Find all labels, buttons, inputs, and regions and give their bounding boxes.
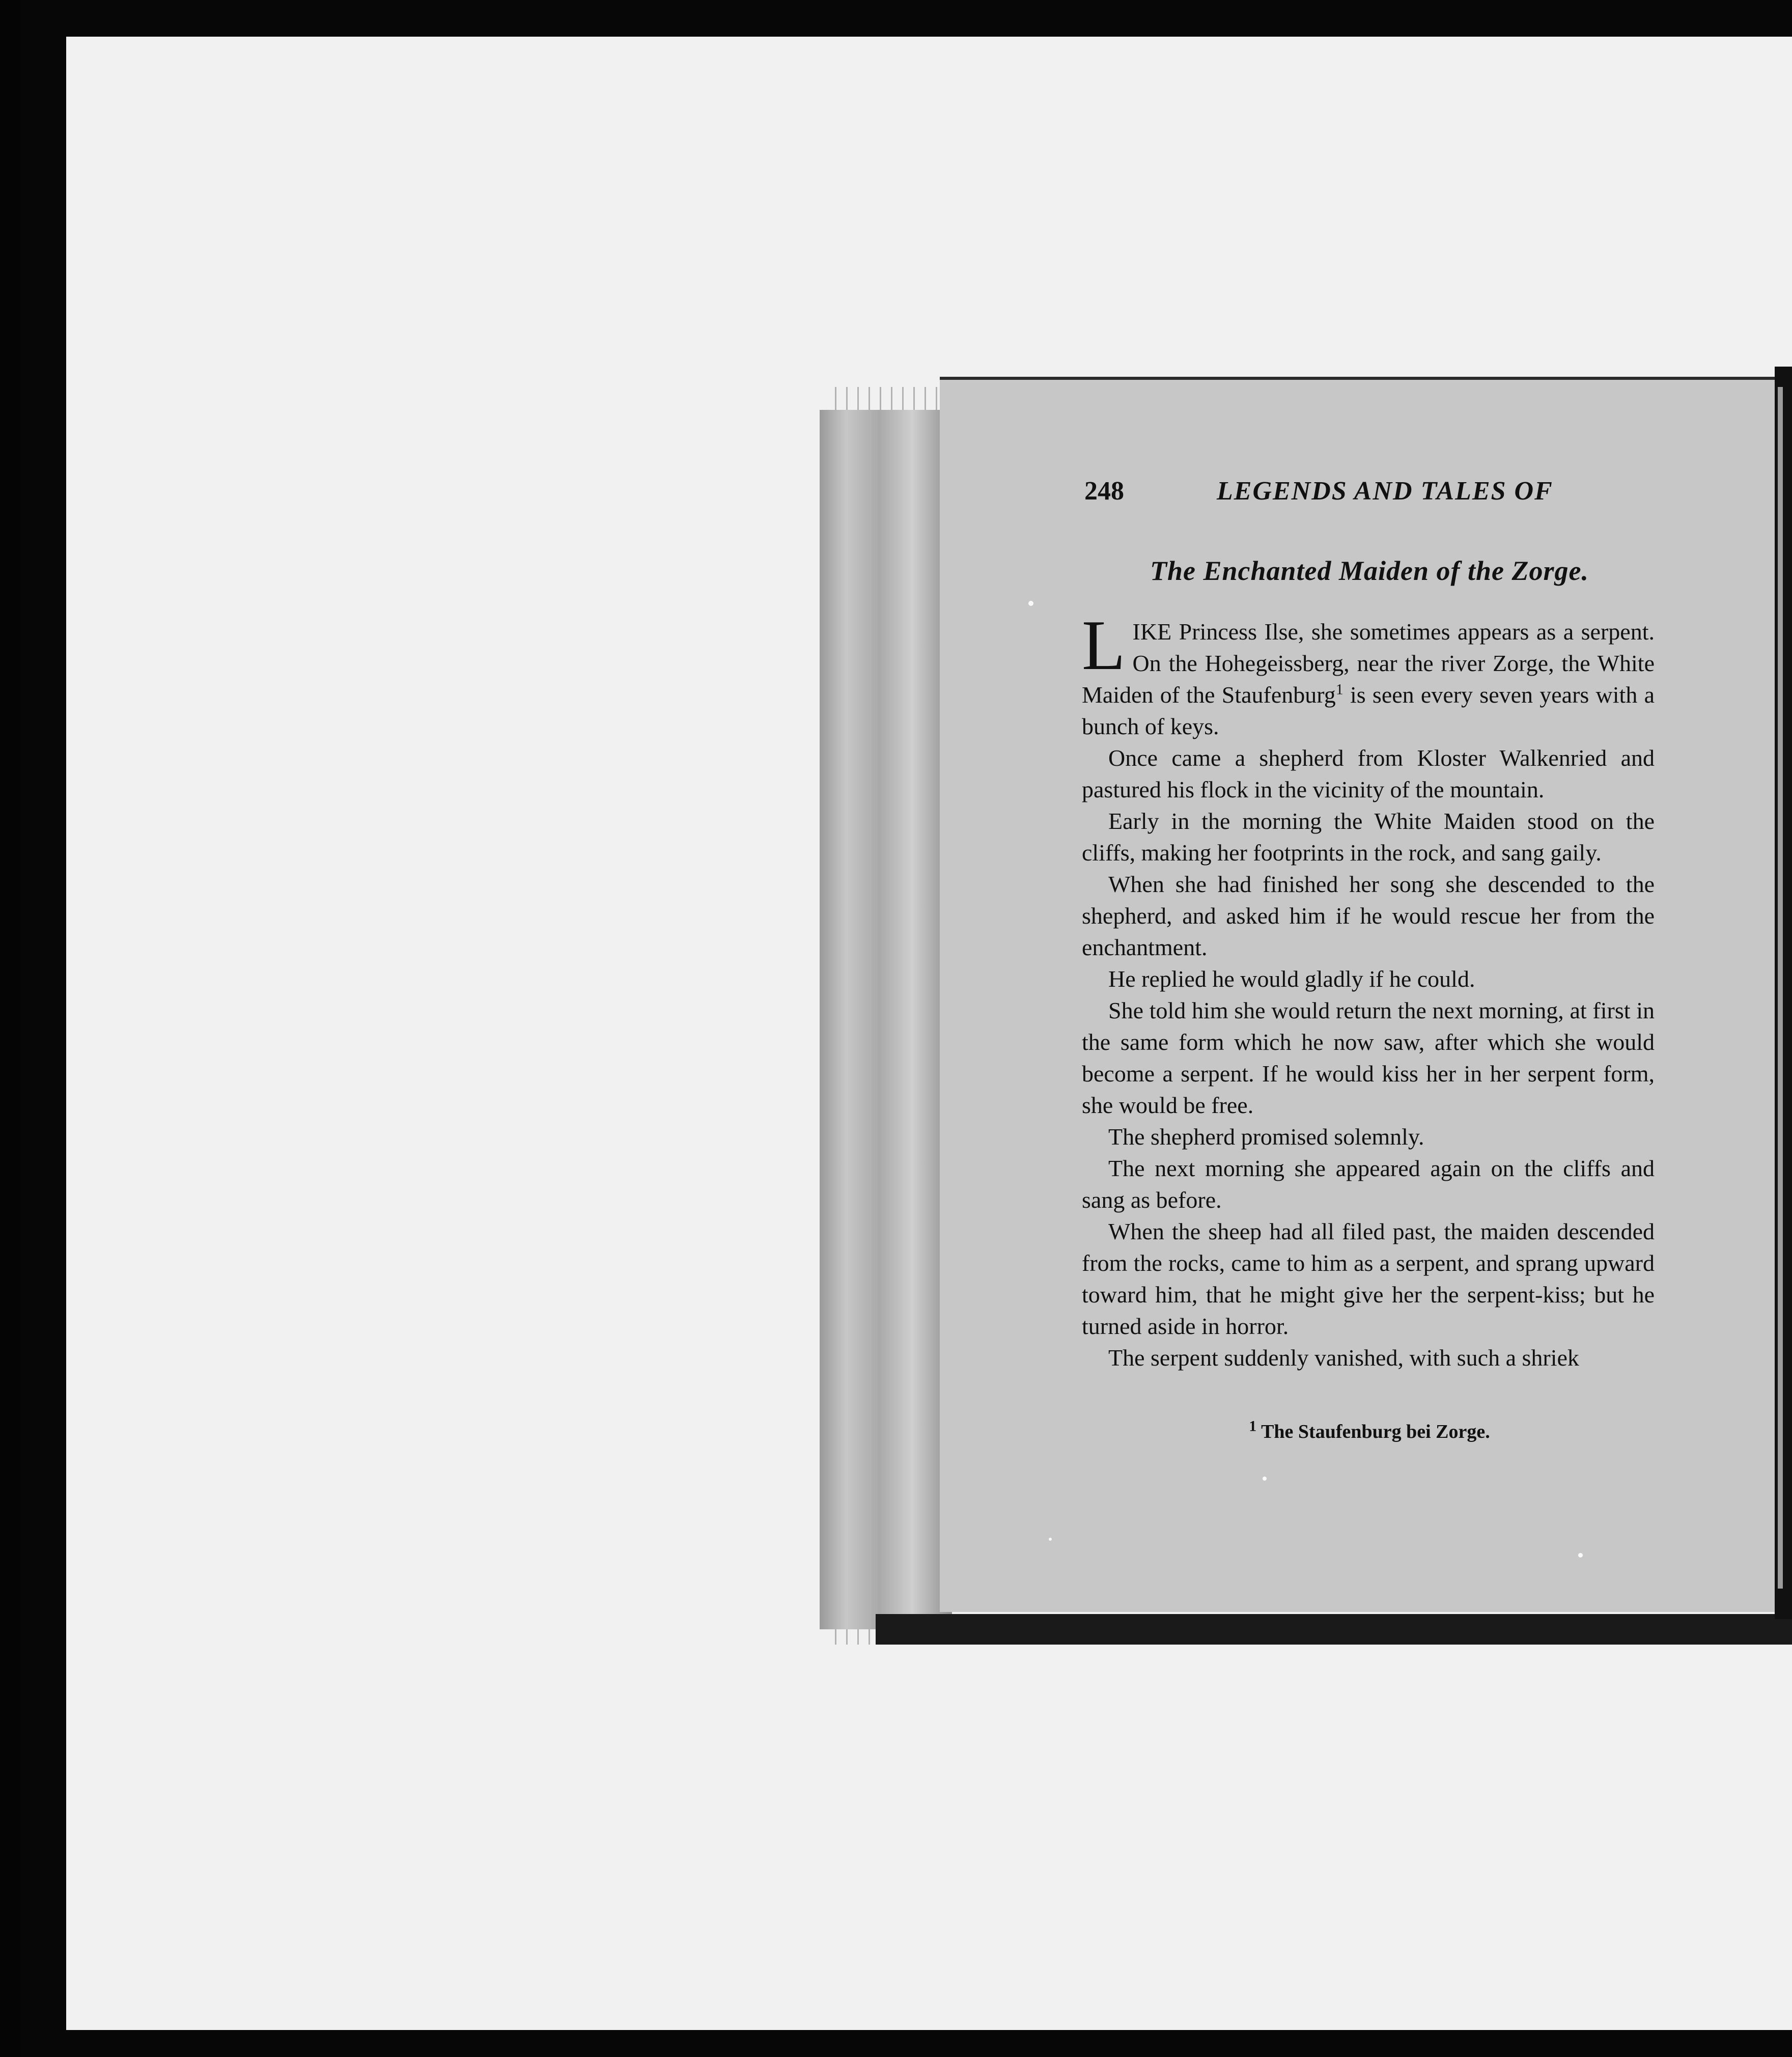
footnote-reference: 1	[1335, 681, 1343, 698]
body-text	[1082, 606, 1655, 1374]
running-head: LEGENDS AND TALES OF	[1217, 477, 1553, 506]
paragraph: She told him she would return the next morning, at first in the same form which he now saw, after which she would become a serpent. If he would kiss her in her serpent form, she would be free.	[1082, 997, 1655, 1118]
dust-speck	[1578, 1553, 1583, 1558]
footnote	[1084, 1417, 1655, 1443]
paragraph-text-continued: is seen every seven years with a bunch of keys.	[1082, 682, 1655, 739]
book-fore-edge	[820, 410, 952, 1629]
paragraph: The serpent suddenly vanished, with such a shriek	[1108, 1345, 1579, 1371]
drop-cap: L	[1082, 606, 1126, 685]
story-title: The Enchanted Maiden of the Zorge.	[1150, 555, 1589, 586]
book-cover-edge	[876, 1614, 1792, 1645]
paragraph: Once came a shepherd from Kloster Walkenried and pastured his flock in the vicinity of the mountain.	[1082, 745, 1655, 802]
book-spine-inner	[1778, 387, 1783, 1589]
paragraph	[1082, 606, 1655, 742]
footnote-marker: 1	[1249, 1417, 1257, 1435]
dust-speck	[1028, 601, 1033, 606]
paragraph-text: IKE Princess Ilse, she sometimes appears as a serpent. On the Hohegeissberg, near the river Zorge, the White Maiden of the Staufenburg	[1082, 619, 1655, 708]
paragraph: Early in the morning the White Maiden stood on the cliffs, making her footprints in the rock, and sang gaily.	[1082, 808, 1655, 866]
paragraph: He replied he would gladly if he could.	[1108, 966, 1475, 992]
dust-speck	[1049, 1538, 1052, 1541]
page-number: 248	[1084, 477, 1124, 506]
paragraph: The shepherd promised solemnly.	[1108, 1124, 1424, 1150]
dust-speck	[1263, 1477, 1267, 1481]
paragraph: When the sheep had all filed past, the maiden descended from the rocks, came to him as a serpent, and sprang upward toward him, that he might give her the serpent-kiss; but he turned aside in horror.	[1082, 1218, 1655, 1339]
paragraph: When she had finished her song she descended to the shepherd, and asked him if he would rescue her from the enchantment.	[1082, 871, 1655, 960]
paragraph: The next morning she appeared again on the cliffs and sang as before.	[1082, 1155, 1655, 1213]
scan-border-left	[0, 0, 20, 2057]
footnote-text: The Staufenburg bei Zorge.	[1261, 1421, 1490, 1442]
